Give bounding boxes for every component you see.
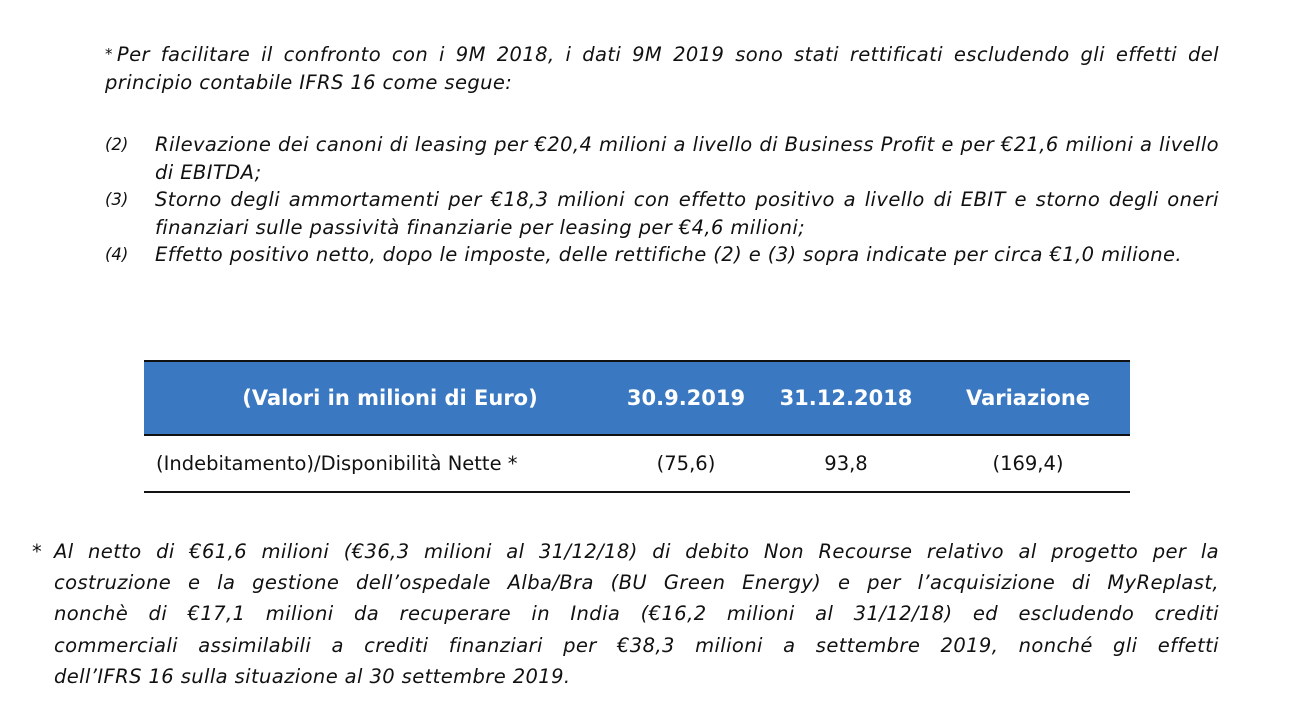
note-number: (2) — [105, 135, 129, 154]
net-debt-table — [144, 360, 1130, 493]
note-number: (3) — [105, 190, 129, 209]
note-text: Rilevazione dei canoni di leasing per €20,4 milioni a livello di Business Profit e per €21,6 milioni a livello di EBITDA; — [155, 133, 1219, 184]
footnote-line: dell’IFRS 16 sulla situazione al 30 settembre 2019. — [54, 664, 571, 688]
note-number: (4) — [105, 245, 129, 264]
row-value-2019: (75,6) — [656, 452, 716, 475]
footnote-marker: * — [32, 540, 43, 563]
asterisk-marker: * — [105, 45, 113, 63]
footnote — [32, 536, 1219, 692]
table-header-row — [144, 360, 1130, 436]
header-units: (Valori in milioni di Euro) — [242, 386, 538, 410]
footnote-line: nonchè di €17,1 milioni da recuperare in India (€16,2 milioni al 31/12/18) ed escludendo crediti — [54, 602, 1219, 626]
header-date-2018: 31.12.2018 — [779, 386, 913, 410]
row-variation: (169,4) — [992, 452, 1064, 475]
footnote-line: costruzione e la gestione dell’ospedale Alba/Bra (BU Green Energy) e per l’acquisizione di MyReplast, — [54, 571, 1219, 595]
note-item — [105, 241, 1219, 269]
note-item — [105, 186, 1219, 241]
header-date-2019: 30.9.2019 — [626, 386, 746, 410]
note-text: Storno degli ammortamenti per €18,3 milioni con effetto positivo a livello di EBIT e storno degli oneri finanziari sulle passività finanziarie per leasing per €4,6 milioni; — [155, 188, 1219, 239]
header-variation: Variazione — [965, 386, 1091, 410]
note-text: Effetto positivo netto, dopo le imposte, delle rettifiche (2) e (3) sopra indicate per circa €1,0 milione. — [155, 243, 1183, 266]
footnote-line: * Al netto di €61,6 milioni (€36,3 milioni al 31/12/18) di debito Non Recourse relativo al progetto per la — [32, 536, 1219, 567]
row-label: (Indebitamento)/Disponibilità Nette * — [156, 452, 518, 475]
intro-text: Per facilitare il confronto con i 9M 2018, i dati 9M 2019 sono stati rettificati escludendo gli effetti del principio contabile IFRS 16 come segue: — [105, 43, 1219, 94]
notes-list — [105, 131, 1219, 269]
note-item — [105, 131, 1219, 186]
table-row — [144, 436, 1130, 493]
row-value-2018: 93,8 — [824, 452, 868, 475]
footnote-line: commerciali assimilabili a crediti finanziari per €38,3 milioni a settembre 2019, nonché gli effetti — [54, 633, 1219, 657]
intro-paragraph — [105, 40, 1219, 97]
